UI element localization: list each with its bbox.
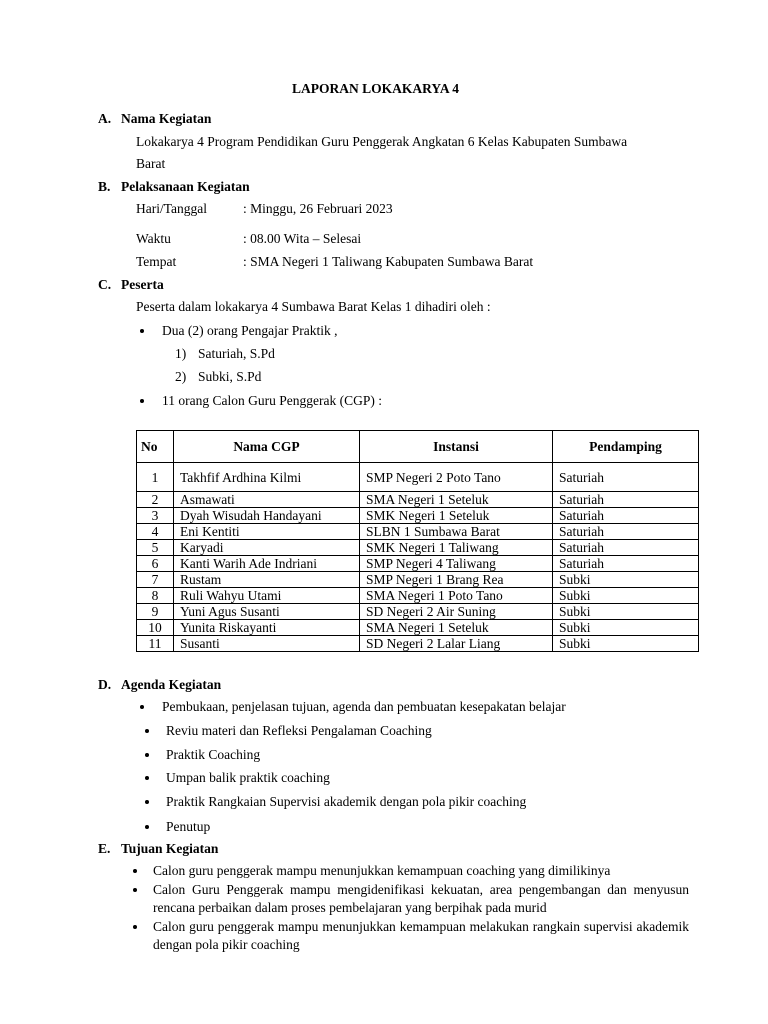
cell-no: 2 bbox=[137, 492, 174, 508]
cell-pendamping: Subki bbox=[553, 636, 699, 652]
cell-nama: Kanti Warih Ade Indriani bbox=[174, 556, 360, 572]
agenda-item: Praktik Rangkaian Supervisi akademik dengan pola pikir coaching bbox=[166, 794, 527, 809]
section-b-heading: Pelaksanaan Kegiatan bbox=[121, 179, 250, 194]
cell-instansi: SMA Negeri 1 Seteluk bbox=[360, 492, 553, 508]
tempat-value: : SMA Negeri 1 Taliwang Kabupaten Sumbawa Barat bbox=[243, 254, 534, 269]
tempat-label: Tempat bbox=[136, 254, 177, 269]
cell-no: 5 bbox=[137, 540, 174, 556]
cell-pendamping: Saturiah bbox=[553, 540, 699, 556]
waktu-value: : 08.00 Wita – Selesai bbox=[243, 231, 362, 246]
bullet-icon bbox=[145, 800, 149, 804]
cell-no: 1 bbox=[137, 463, 174, 492]
cell-no: 8 bbox=[137, 588, 174, 604]
table-row bbox=[137, 492, 699, 508]
cell-no: 3 bbox=[137, 508, 174, 524]
cell-nama: Asmawati bbox=[174, 492, 360, 508]
cell-pendamping: Subki bbox=[553, 604, 699, 620]
section-e-letter: E. bbox=[98, 841, 111, 856]
cell-pendamping: Saturiah bbox=[553, 492, 699, 508]
cgp-table bbox=[136, 430, 699, 652]
cgp-bullet: 11 orang Calon Guru Penggerak (CGP) : bbox=[162, 393, 382, 408]
agenda-item: Praktik Coaching bbox=[166, 747, 261, 762]
section-a-letter: A. bbox=[98, 111, 112, 126]
section-a-line2: Barat bbox=[136, 156, 166, 171]
pengajar-name: Subki, S.Pd bbox=[198, 369, 262, 384]
cell-instansi: SD Negeri 2 Air Suning bbox=[360, 604, 553, 620]
section-a-heading: Nama Kegiatan bbox=[121, 111, 212, 126]
pengajar-bullet: Dua (2) orang Pengajar Praktik , bbox=[162, 323, 338, 338]
waktu-label: Waktu bbox=[136, 231, 171, 246]
cell-instansi: SMK Negeri 1 Seteluk bbox=[360, 508, 553, 524]
cell-nama: Susanti bbox=[174, 636, 360, 652]
pengajar-number: 2) bbox=[175, 369, 187, 384]
table-row bbox=[137, 524, 699, 540]
section-e-heading: Tujuan Kegiatan bbox=[121, 841, 219, 856]
cell-pendamping: Saturiah bbox=[553, 508, 699, 524]
cell-no: 4 bbox=[137, 524, 174, 540]
table-header-instansi: Instansi bbox=[360, 431, 553, 463]
bullet-icon bbox=[133, 888, 137, 892]
cell-nama: Ruli Wahyu Utami bbox=[174, 588, 360, 604]
bullet-icon bbox=[140, 329, 144, 333]
cell-pendamping: Subki bbox=[553, 572, 699, 588]
cell-instansi: SMA Negeri 1 Poto Tano bbox=[360, 588, 553, 604]
pengajar-number: 1) bbox=[175, 346, 187, 361]
cell-no: 6 bbox=[137, 556, 174, 572]
section-c-heading: Peserta bbox=[121, 277, 164, 292]
cell-instansi: SMP Negeri 1 Brang Rea bbox=[360, 572, 553, 588]
cell-nama: Yunita Riskayanti bbox=[174, 620, 360, 636]
cell-nama: Dyah Wisudah Handayani bbox=[174, 508, 360, 524]
table-header-no: No bbox=[137, 431, 174, 463]
table-row bbox=[137, 556, 699, 572]
bullet-icon bbox=[133, 869, 137, 873]
section-d-letter: D. bbox=[98, 677, 112, 692]
section-a-line1: Lokakarya 4 Program Pendidikan Guru Penggerak Angkatan 6 Kelas Kabupaten Sumbawa bbox=[136, 134, 628, 149]
cell-instansi: SD Negeri 2 Lalar Liang bbox=[360, 636, 553, 652]
tujuan-item: Calon guru penggerak mampu menunjukkan kemampuan melakukan rangkain supervisi akademik dengan pola pikir coaching bbox=[153, 919, 689, 952]
cell-nama: Karyadi bbox=[174, 540, 360, 556]
table-row bbox=[137, 572, 699, 588]
table-row bbox=[137, 508, 699, 524]
pengajar-name: Saturiah, S.Pd bbox=[198, 346, 275, 361]
agenda-item: Penutup bbox=[166, 819, 211, 834]
bullet-icon bbox=[133, 925, 137, 929]
cell-no: 7 bbox=[137, 572, 174, 588]
section-b-letter: B. bbox=[98, 179, 111, 194]
bullet-icon bbox=[145, 753, 149, 757]
table-header-pendamping: Pendamping bbox=[553, 431, 699, 463]
table-row bbox=[137, 604, 699, 620]
cell-pendamping: Subki bbox=[553, 620, 699, 636]
peserta-intro: Peserta dalam lokakarya 4 Sumbawa Barat Kelas 1 dihadiri oleh : bbox=[136, 299, 491, 314]
table-row bbox=[137, 540, 699, 556]
cell-nama: Eni Kentiti bbox=[174, 524, 360, 540]
bullet-icon bbox=[145, 825, 149, 829]
cell-instansi: SMP Negeri 2 Poto Tano bbox=[360, 463, 553, 492]
table-row bbox=[137, 620, 699, 636]
table-row bbox=[137, 463, 699, 492]
cell-pendamping: Subki bbox=[553, 588, 699, 604]
section-c-letter: C. bbox=[98, 277, 112, 292]
cell-instansi: SLBN 1 Sumbawa Barat bbox=[360, 524, 553, 540]
cell-pendamping: Saturiah bbox=[553, 556, 699, 572]
cell-instansi: SMA Negeri 1 Seteluk bbox=[360, 620, 553, 636]
hari-tanggal-label: Hari/Tanggal bbox=[136, 201, 208, 216]
bullet-icon bbox=[140, 399, 144, 403]
tujuan-item: Calon Guru Penggerak mampu mengidenifikasi kekuatan, area pengembangan dan menyusun rencana perbaikan dalam proses pembelajaran yang berpihak pada murid bbox=[153, 882, 689, 915]
cell-no: 11 bbox=[137, 636, 174, 652]
cell-instansi: SMK Negeri 1 Taliwang bbox=[360, 540, 553, 556]
cell-no: 10 bbox=[137, 620, 174, 636]
cell-nama: Yuni Agus Susanti bbox=[174, 604, 360, 620]
cell-instansi: SMP Negeri 4 Taliwang bbox=[360, 556, 553, 572]
document-title: LAPORAN LOKAKARYA 4 bbox=[292, 81, 460, 96]
table-header-nama: Nama CGP bbox=[174, 431, 360, 463]
bullet-icon bbox=[140, 705, 144, 709]
cell-no: 9 bbox=[137, 604, 174, 620]
table-row bbox=[137, 636, 699, 652]
cell-nama: Rustam bbox=[174, 572, 360, 588]
cell-nama: Takhfif Ardhina Kilmi bbox=[174, 463, 360, 492]
agenda-item: Reviu materi dan Refleksi Pengalaman Coaching bbox=[166, 723, 432, 738]
table-row bbox=[137, 588, 699, 604]
agenda-item: Pembukaan, penjelasan tujuan, agenda dan pembuatan kesepakatan belajar bbox=[162, 699, 566, 714]
cell-pendamping: Saturiah bbox=[553, 524, 699, 540]
agenda-item: Umpan balik praktik coaching bbox=[166, 770, 330, 785]
section-d-heading: Agenda Kegiatan bbox=[121, 677, 222, 692]
hari-tanggal-value: : Minggu, 26 Februari 2023 bbox=[243, 201, 393, 216]
cell-pendamping: Saturiah bbox=[553, 463, 699, 492]
bullet-icon bbox=[145, 729, 149, 733]
bullet-icon bbox=[145, 776, 149, 780]
tujuan-item: Calon guru penggerak mampu menunjukkan kemampuan coaching yang dimilikinya bbox=[153, 863, 611, 878]
